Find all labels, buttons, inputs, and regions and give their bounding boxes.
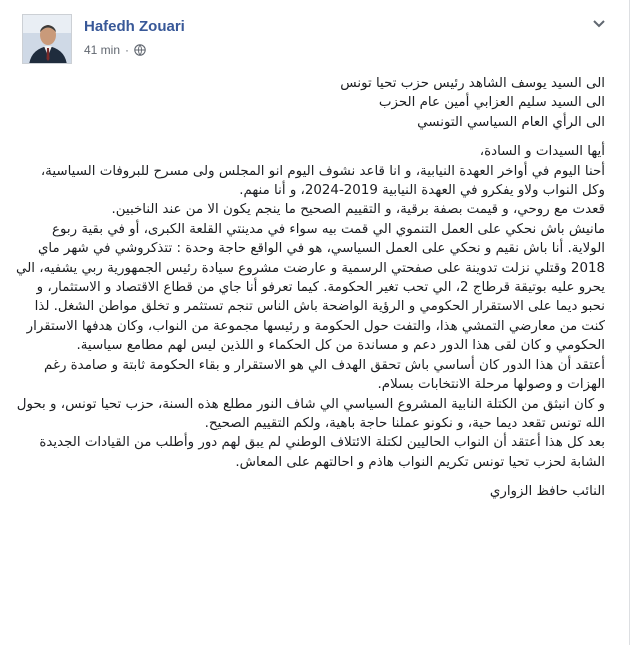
post-text	[16, 74, 605, 502]
post-timestamp[interactable]: 41 min	[84, 43, 121, 57]
post-paragraph: قعدت مع روحي، و قيمت بصفة برقية، و التقييم الصحيح ما ينجم يكون الا من عند الناخبين.	[111, 202, 605, 218]
post-meta	[84, 43, 146, 57]
post-paragraph: بعد كل هذا أعتقد أن النواب الحاليين لكتلة الائتلاف الوطني لم يبق لهم دور وأطلب من القيادات الجديدة الشابة لحزب تحيا تونس تكريم النواب هاذم و احالتهم على المعاش.	[39, 435, 605, 470]
post-paragraph: أيها السيدات و السادة،	[479, 144, 605, 160]
post-paragraph: الى السيد يوسف الشاهد رئيس حزب تحيا تونس	[340, 76, 605, 91]
paragraph-gap	[16, 472, 605, 482]
profile-photo	[23, 15, 72, 64]
chevron-down-icon[interactable]	[586, 14, 612, 34]
paragraph-gap	[16, 132, 605, 142]
post-paragraph: الى الرأي العام السياسي التونسي	[417, 114, 605, 130]
post-paragraph: أحنا اليوم في أواخر العهدة النيابية، و انا قاعد نشوف اليوم انو المجلس ولى مسرح للبروفات السياسية، وكل النواب ولاو يفكرو في العهدة النيابية 2019-2024، و أنا منهم.	[40, 163, 605, 199]
post-paragraph: أعتقد أن هذا الدور كان أساسي باش تحقق الهدف الي هو الاستقرار و بقاء الحكومة ثابتة و صامدة رغم الهزات و وصولها مرحلة الانتخابات بسلام.	[44, 357, 605, 393]
globe-icon[interactable]	[134, 44, 146, 56]
post-header	[22, 14, 612, 70]
post-paragraph: و كان انبثق من الكتلة النابية المشروع السياسي الي شاف النور مطلع هذه السنة، حزب تحيا تونس، و بحول الله تونس تقعد ديما حية، و نكونو عملنا حاجة باهية، ولكم التقييم الصحيح.	[16, 396, 605, 431]
avatar[interactable]	[22, 14, 72, 64]
post-paragraph: مانيش باش نحكي على العمل التنموي الي قمت بيه سواء في مدينتي القلعة الكبرى، أو في بقية ربوع الولاية. أنا باش نقيم و نحكي على العمل السياسي، هو في الواقع حاجة وحدة : تتذكروشي في شهر ماي 2018 وقتلي نزلت تدوينة على صفحتي الرسمية و عارضت مشروع سيادة رئيس الجمهورية ربي يشفيه، الي يحرو عليه بوتيقة قرطاج 2، الي تحب تغير الحكومة. كيما تعرفو أنا جاي من قطاع الاقتصاد و الاستثمار، و نحبو ديما على الاستقرار الحكومي و الرؤية الواضحة باش الناس تنجم تستثمر و تخلق مواطن الشغل. لذا كنت من معارضي التمشي هذا، والتفت حول الحكومة و رئيسها مجموعة من النواب، وكان هدفها الاستقرار الحكومي و كان لقى هذا الدور دعم و مساندة من كل الحكماء و اللذين ليس لهم مطامع سياسية.	[16, 221, 605, 354]
post-signature: النائب حافظ الزواري	[489, 484, 605, 500]
author-name[interactable]: Hafedh Zouari	[84, 18, 185, 35]
meta-separator: ·	[125, 43, 130, 57]
post-paragraph: الى السيد سليم العزابي أمين عام الحزب	[378, 95, 605, 111]
